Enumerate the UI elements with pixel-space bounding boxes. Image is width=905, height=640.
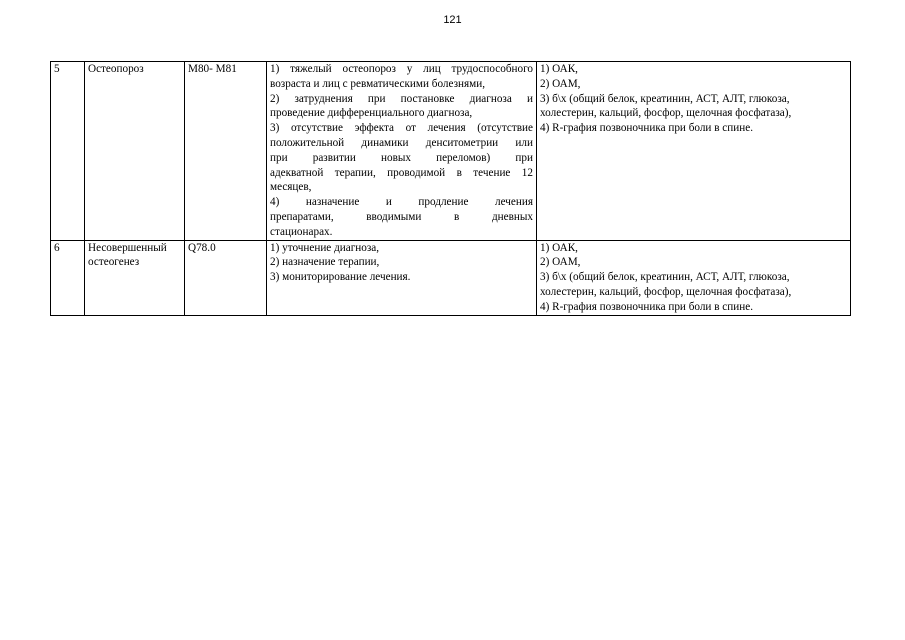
disease-name-line: Остеопороз bbox=[88, 63, 144, 75]
referral-indications bbox=[267, 62, 537, 241]
indication-line: препаратами, вводимыми в дневных bbox=[270, 210, 533, 223]
indication-line: адекватной терапии, проводимой в течение 12 bbox=[270, 166, 533, 179]
table-row bbox=[51, 240, 851, 315]
indication-line: стационарах. bbox=[270, 225, 333, 238]
indication-line: 3) мониторирование лечения. bbox=[270, 271, 411, 284]
row-number: 5 bbox=[51, 62, 85, 241]
disease-name-line: Несовершенный bbox=[88, 241, 167, 254]
test-line: 2) ОАМ, bbox=[540, 77, 581, 90]
disease-name bbox=[85, 240, 185, 315]
test-line: холестерин, кальций, фосфор, щелочная фосфатаза), bbox=[540, 107, 792, 120]
indication-line: 2) затруднения при постановке диагноза и bbox=[270, 92, 533, 105]
indication-line: 3) отсутствие эффекта от лечения (отсутствие bbox=[270, 122, 533, 135]
indication-line: положительной динамики денситометрии или bbox=[270, 136, 533, 149]
disease-name-line: остеогенез bbox=[88, 256, 140, 269]
table-row bbox=[51, 62, 851, 241]
disease-name bbox=[85, 62, 185, 241]
required-tests bbox=[537, 62, 851, 241]
test-line: 4) R-графия позвоночника при боли в спине. bbox=[540, 300, 753, 313]
indication-line: 4) назначение и продление лечения bbox=[270, 196, 533, 209]
icd-code: M80- M81 bbox=[185, 62, 267, 241]
test-line: 3) б\х (общий белок, креатинин, АСТ, АЛТ, глюкоза, bbox=[540, 92, 790, 105]
referral-table bbox=[50, 61, 851, 316]
row-number: 6 bbox=[51, 240, 85, 315]
test-line: 1) ОАК, bbox=[540, 241, 578, 254]
test-line: холестерин, кальций, фосфор, щелочная фосфатаза), bbox=[540, 285, 792, 298]
page-number: 121 bbox=[443, 14, 462, 26]
indication-line: 2) назначение терапии, bbox=[270, 256, 380, 269]
indication-line: месяцев, bbox=[270, 181, 312, 194]
test-line: 2) ОАМ, bbox=[540, 256, 581, 269]
indication-line: проведение дифференциального диагноза, bbox=[270, 107, 473, 120]
referral-indications bbox=[267, 240, 537, 315]
indication-line: 1) тяжелый остеопороз у лиц трудоспособного bbox=[270, 63, 533, 75]
test-line: 1) ОАК, bbox=[540, 63, 578, 75]
required-tests bbox=[537, 240, 851, 315]
indication-line: при развитии новых переломов) при bbox=[270, 151, 533, 164]
icd-code: Q78.0 bbox=[185, 240, 267, 315]
indication-line: возраста и лиц с ревматическими болезнями, bbox=[270, 77, 485, 90]
test-line: 4) R-графия позвоночника при боли в спине. bbox=[540, 122, 753, 135]
indication-line: 1) уточнение диагноза, bbox=[270, 241, 380, 254]
test-line: 3) б\х (общий белок, креатинин, АСТ, АЛТ, глюкоза, bbox=[540, 271, 790, 284]
